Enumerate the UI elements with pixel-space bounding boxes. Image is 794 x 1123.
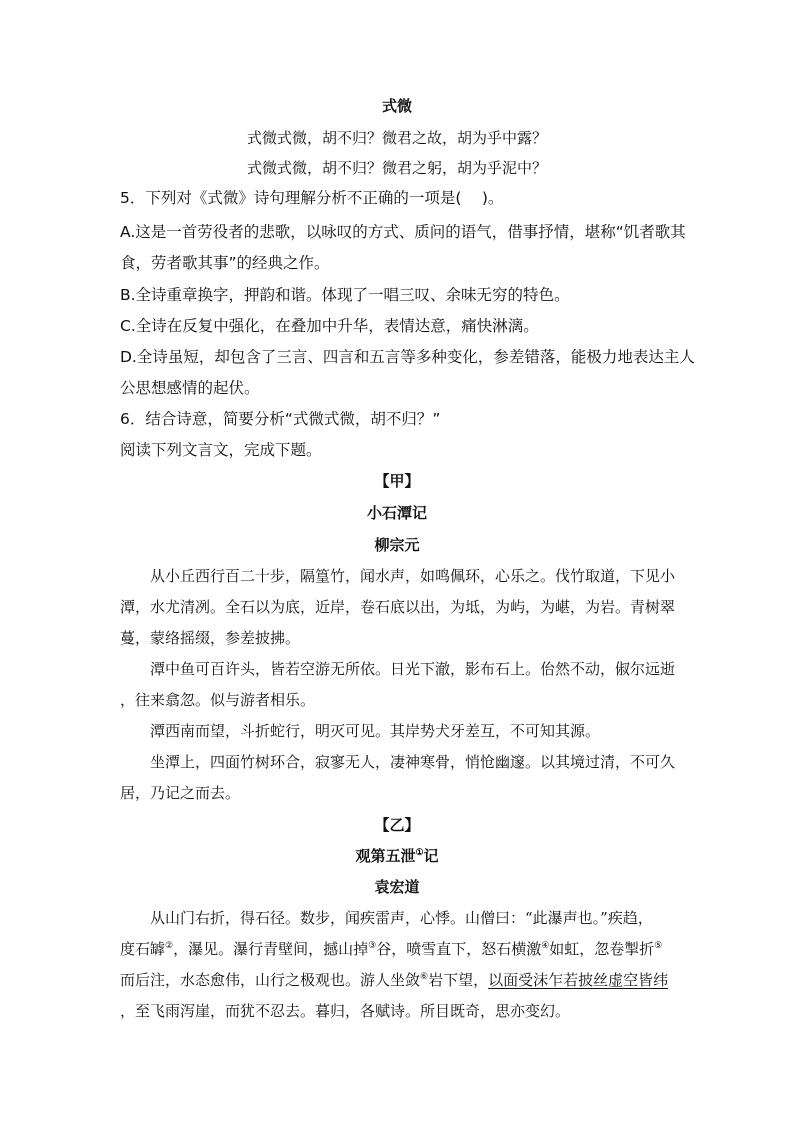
question-5-option-a-line-1: A.这是一首劳役者的悲歌，以咏叹的方式、质问的语气，借事抒情，堪称“饥者歌其 [120, 223, 686, 241]
poem-line-2: 式微式微，胡不归？微君之躬，胡为乎泥中？ [246, 159, 547, 177]
footnote-6-marker: ⑥ [420, 972, 429, 982]
reading-instruction: 阅读下列文言文，完成下题。 [120, 441, 322, 459]
footnote-5-marker: ⑤ [654, 941, 663, 951]
question-5-stem: 5．下列对《式微》诗句理解分析不正确的一项是( )。 [120, 189, 504, 207]
yi-title-text: 观第五泄 [355, 847, 416, 865]
footnote-2-marker: ② [165, 941, 174, 951]
jia-paragraph-2-line-2: ，往来翕忽。似与游者相乐。 [120, 691, 316, 709]
yi-line-2-part-a: 度石罅 [120, 940, 166, 958]
section-jia-marker: 【甲】 [374, 472, 420, 490]
question-5-option-a-line-2: 食，劳者歌其事”的经典之作。 [120, 254, 330, 272]
yi-title-end: 记 [423, 847, 439, 865]
question-6-stem: 6．结合诗意，简要分析“式微式微，胡不归？” [120, 410, 441, 428]
footnote-4-marker: ④ [541, 941, 550, 951]
jia-author: 柳宗元 [374, 536, 420, 554]
footnote-3-marker: ③ [368, 941, 377, 951]
yi-title [0, 846, 794, 866]
question-5-option-d-line-2: 公思想感情的起伏。 [120, 379, 260, 397]
poem-line-1: 式微式微，胡不归？微君之故，胡为乎中露？ [246, 129, 547, 147]
yi-line-3-part-a: 而后注，水态愈伟，山行之极观也。游人坐敛 [120, 971, 421, 989]
jia-title: 小石潭记 [366, 504, 427, 522]
question-5-option-c: C.全诗在反复中强化，在叠加中升华，表情达意，痛快淋漓。 [120, 317, 539, 335]
yi-line-2-part-b: ，瀑见。瀑行青壁间，撼山掉 [173, 940, 369, 958]
footnote-1-marker: ① [415, 848, 424, 858]
yi-underlined-sentence: 以面受沫乍若披丝虚空皆纬 [488, 971, 669, 989]
jia-paragraph-1-line-3: 蔓，蒙络摇缀，参差披拂。 [120, 629, 301, 647]
jia-paragraph-4-line-2: 居，乃记之而去。 [120, 784, 241, 802]
yi-line-3 [120, 970, 668, 990]
yi-line-3-part-b: 岩下望， [428, 971, 489, 989]
section-yi-marker: 【乙】 [374, 816, 420, 834]
yi-line-1: 从山门右折，得石径。数步，闻疾雷声，心悸。山僧曰：“此瀑声也。”疾趋， [150, 909, 653, 927]
poem-title: 式微 [381, 97, 412, 115]
yi-line-2 [120, 939, 662, 959]
jia-paragraph-3-line-1: 潭西南而望，斗折蛇行，明灭可见。其岸势犬牙差互，不可知其源。 [150, 722, 601, 740]
jia-paragraph-4-line-1: 坐潭上，四面竹树环合，寂寥无人，凄神寒骨，悄怆幽邃。以其境过清，不可久 [150, 753, 676, 771]
yi-line-4: ，至飞雨泻崖，而犹不忍去。暮归，各赋诗。所目既奇，思亦变幻。 [120, 1002, 571, 1020]
question-5-option-b: B.全诗重章换字，押韵和谐。体现了一唱三叹、余味无穷的特色。 [120, 286, 570, 304]
yi-line-2-part-d: 如虹，忽卷掣折 [549, 940, 655, 958]
jia-paragraph-1-line-1: 从小丘西行百二十步，隔篁竹，闻水声，如鸣佩环，心乐之。伐竹取道，下见小 [150, 567, 676, 585]
yi-author: 袁宏道 [374, 878, 420, 896]
question-5-option-d-line-1: D.全诗虽短，却包含了三言、四言和五言等多种变化，参差错落，能极力地表达主人 [120, 348, 695, 366]
jia-paragraph-2-line-1: 潭中鱼可百许头，皆若空游无所依。日光下澈，影布石上。佁然不动，俶尔远逝 [150, 660, 676, 678]
jia-paragraph-1-line-2: 潭，水尤清冽。全石以为底，近岸，卷石底以出，为坻，为屿，为嵁，为岩。青树翠 [120, 598, 676, 616]
yi-line-2-part-c: 谷，喷雪直下，怒石横激 [376, 940, 542, 958]
